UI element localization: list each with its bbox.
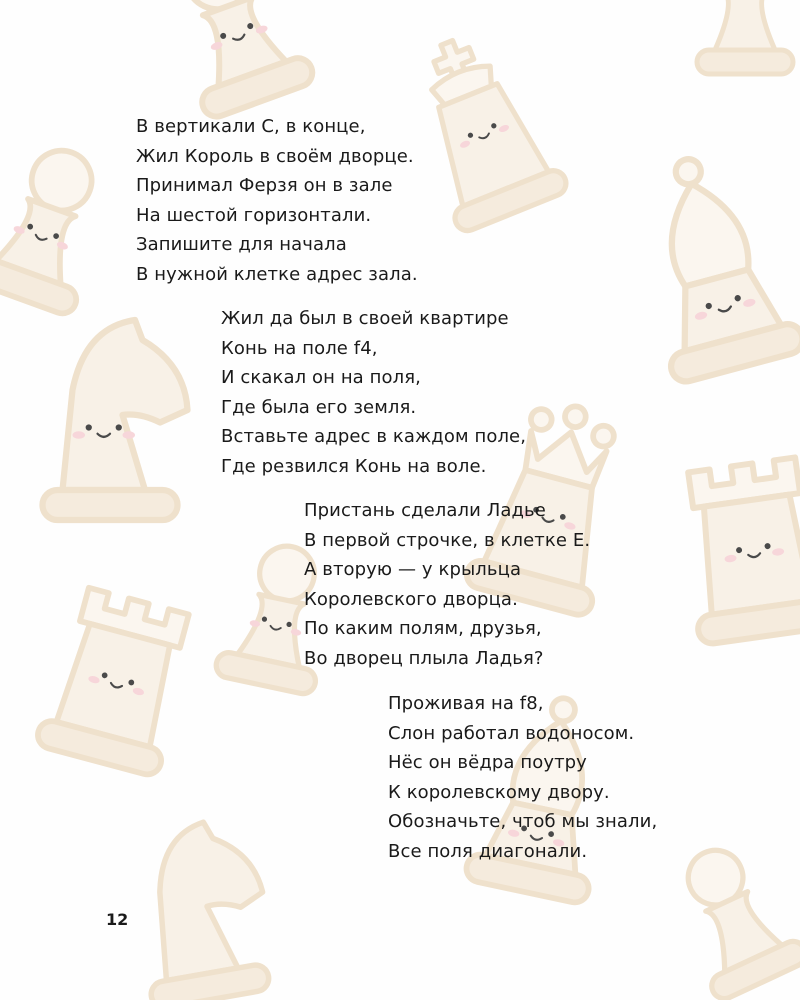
pawn-icon [697,0,793,74]
bishop-icon [620,142,800,385]
stanza-bishop [388,689,657,867]
poem-line: Конь на поле f4, [221,337,378,359]
poem-line: Жил Король в своём дворце. [136,145,414,167]
poem-line: Проживая на f8, [388,693,544,714]
poem-line: Нёс он вёдра поутру [388,752,587,774]
poem-line: Вставьте адрес в каждом поле, [221,426,527,448]
poem-line: К королевскому двору. [388,781,610,803]
poem-line: Где резвился Конь на воле. [221,455,487,477]
rook-icon [676,456,800,645]
poem-line: Где была его земля. [221,396,417,418]
poem-line: По каким полям, друзья, [304,618,542,640]
pawn-icon [658,832,800,1000]
poem-line: Пристань сделали Ладье [304,500,546,521]
poem-line: Запишите для начала [136,234,347,256]
poem-line: В первой строчке, в клетке Е. [304,529,591,551]
poem-line: Королевского дворца. [304,588,518,610]
poem-line: В вертикали С, в конце, [136,116,366,137]
poem-line: На шестой горизонтали. [136,204,372,226]
poem-line: И скакал он на поля, [221,367,421,389]
poem-line: Обозначьте, чтоб мы знали, [388,811,658,833]
poem-line: Жил да был в своей квартире [221,308,509,329]
poem-line: В нужной клетке адрес зала. [136,263,418,285]
poem-line: Слон работал водоносом. [388,722,635,744]
king-icon [392,21,569,234]
stanza-knight [221,304,526,482]
pawn-icon [153,0,317,121]
pawn-icon [0,134,124,318]
rook-icon [35,585,200,778]
poem-line: Во дворец плыла Ладья? [304,647,544,669]
stanza-rook [304,496,590,674]
knight-icon [43,320,188,520]
knight-icon [123,814,279,1000]
poem-line: А вторую — у крыльца [304,559,522,581]
poem-line: Принимал Ферзя он в зале [136,175,393,197]
poem-line: Все поля диагонали. [388,840,588,862]
stanza-king [136,112,418,290]
page-number: 12 [106,910,129,929]
